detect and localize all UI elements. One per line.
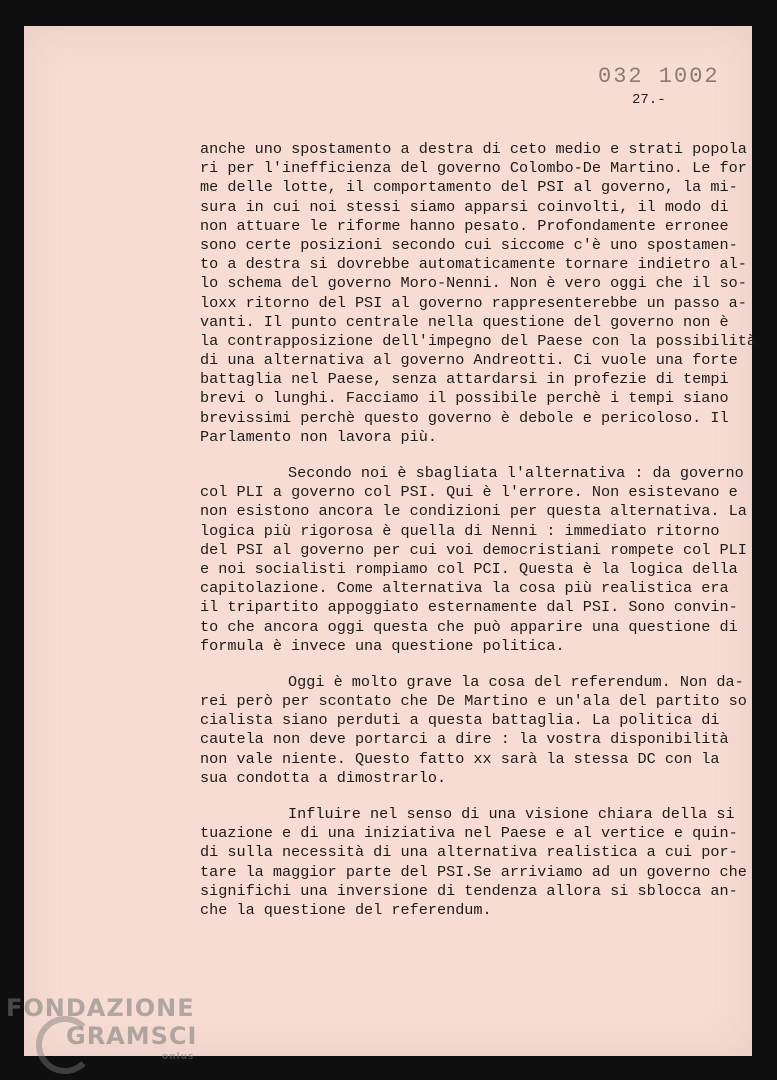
fondazione-gramsci-watermark-logo <box>6 994 198 1062</box>
text-line: Influire nel senso di una visione chiara della si <box>288 805 735 823</box>
text-line: sono certe posizioni secondo cui siccome c'è uno spostamen- <box>200 235 738 254</box>
text-line: del PSI al governo per cui voi democristiani rompete col PLI <box>200 540 747 559</box>
text-line: formula è invece una questione politica. <box>200 636 565 655</box>
paragraph <box>200 673 775 788</box>
text-line: brevissimi perchè questo governo è debole e pericoloso. Il <box>200 408 729 427</box>
text-line: lo schema del governo Moro-Nenni. Non è vero oggi che il so- <box>200 274 747 293</box>
text-line: di sulla necessità di una alternativa realistica a cui por- <box>200 843 738 862</box>
text-line: significhi una inversione di tendenza allora si sblocca an- <box>200 881 738 900</box>
document-page <box>24 26 756 1056</box>
archive-document-number: 032 1002 <box>598 64 720 89</box>
text-line: non attuare le riforme hanno pesato. Profondamente erronee <box>200 216 729 235</box>
text-line: tuazione e di una iniziativa nel Paese e al vertice e quin- <box>200 824 738 843</box>
paragraph <box>200 805 775 920</box>
text-line: che la questione del referendum. <box>200 900 492 919</box>
paragraph <box>200 464 775 656</box>
watermark-line1: FONDAZIONE <box>6 994 195 1022</box>
text-line: cialista siano perduti a questa battaglia. La politica di <box>200 711 720 730</box>
text-line: vanti. Il punto centrale nella questione del governo non è <box>200 312 729 331</box>
text-line: non esistono ancora le condizioni per questa alternativa. La <box>200 502 747 521</box>
text-line: tare la maggior parte del PSI.Se arriviamo ad un governo che <box>200 862 747 881</box>
g-logo-icon <box>36 1016 94 1074</box>
watermark-line2: GRAMSCI <box>66 1022 198 1050</box>
text-line: loxx ritorno del PSI al governo rappresenterebbe un passo a- <box>200 293 747 312</box>
text-line: Secondo noi è sbagliata l'alternativa : da governo <box>288 464 744 482</box>
text-line: sura in cui noi stessi siamo apparsi coinvolti, il modo di <box>200 197 729 216</box>
text-line: to che ancora oggi questa che può apparire una questione di <box>200 617 738 636</box>
text-line: il tripartito appoggiato esternamente dal PSI. Sono convin- <box>200 598 738 617</box>
text-line: brevi o lunghi. Facciamo il possibile perchè i tempi siano <box>200 389 729 408</box>
paragraph <box>200 140 775 447</box>
text-line: battaglia nel Paese, senza attardarsi in profezie di tempi <box>200 370 729 389</box>
text-line: rei però per scontato che De Martino e un'ala del partito so <box>200 692 747 711</box>
page-number: 27.- <box>632 92 666 108</box>
text-line: Parlamento non lavora più. <box>200 427 437 446</box>
watermark-small: onlus <box>162 1052 195 1062</box>
text-line: to a destra si dovrebbe automaticamente tornare indietro al- <box>200 255 747 274</box>
typewritten-body <box>200 140 775 937</box>
text-line: la contrapposizione dell'impegno del Paese con la possibilità <box>200 331 756 350</box>
text-line: cautela non deve portarci a dire : la vostra disponibilità <box>200 730 729 749</box>
text-line: ri per l'inefficienza del governo Colombo-De Martino. Le for <box>200 159 747 178</box>
text-line: di una alternativa al governo Andreotti. Ci vuole una forte <box>200 351 738 370</box>
text-line: sua condotta a dimostrarlo. <box>200 768 447 787</box>
text-line: anche uno spostamento a destra di ceto medio e strati popola <box>200 140 747 158</box>
text-line: logica più rigorosa è quella di Nenni : immediato ritorno <box>200 521 720 540</box>
text-line: non vale niente. Questo fatto xx sarà la stessa DC con la <box>200 749 720 768</box>
text-line: me delle lotte, il comportamento del PSI al governo, la mi- <box>200 178 738 197</box>
text-line: col PLI a governo col PSI. Qui è l'errore. Non esistevano e <box>200 483 738 502</box>
text-line: e noi socialisti rompiamo col PCI. Questa è la logica della <box>200 559 738 578</box>
text-line: capitolazione. Come alternativa la cosa più realistica era <box>200 579 729 598</box>
text-line: Oggi è molto grave la cosa del referendum. Non da- <box>288 672 744 691</box>
